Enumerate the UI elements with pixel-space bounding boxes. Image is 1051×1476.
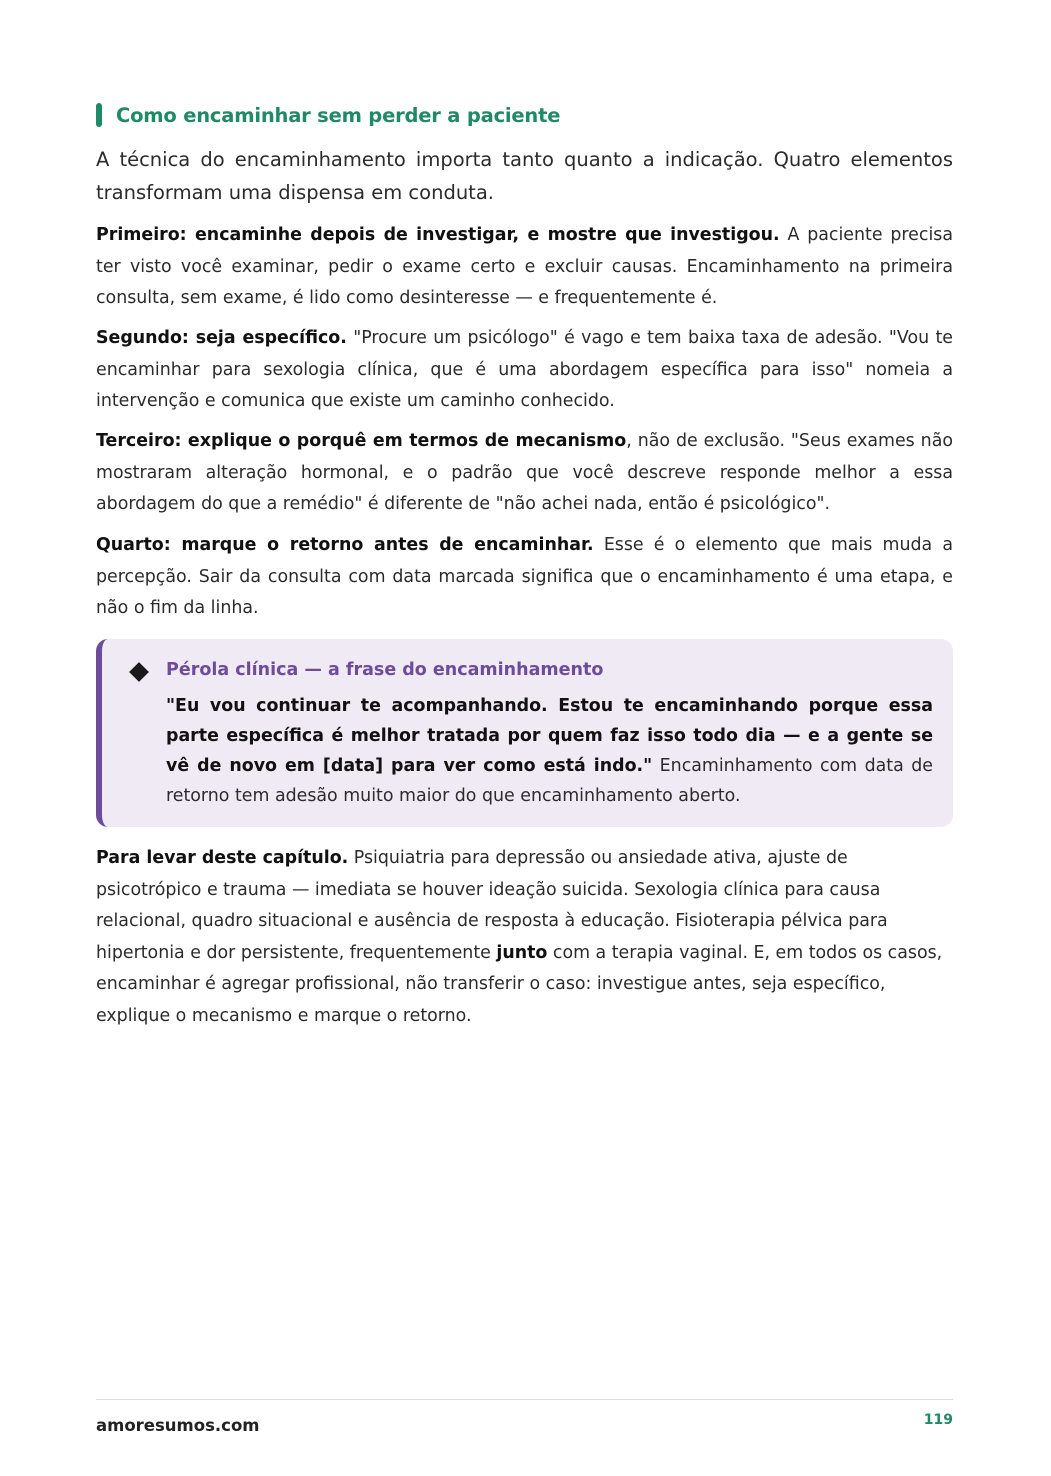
element-text-2: "Procure um psicólogo" é vago e tem baixa taxa de adesão. "Vou te encaminhar para sexologia clínica, que é uma abordagem específica para isso" nomeia a intervenção e comunica que existe um caminho conhecido. <box>96 328 953 411</box>
intro-paragraph: A técnica do encaminhamento importa tanto quanto a indicação. Quatro elementos transformam uma dispensa em conduta. <box>96 148 953 204</box>
chapter-summary <box>96 843 953 1032</box>
element-paragraph-4 <box>96 530 953 625</box>
page-number: 119 <box>923 1412 953 1428</box>
element-lead-2: Segundo: seja específico. <box>96 328 347 348</box>
footer-site-name: amoresumos.com <box>96 1416 260 1435</box>
callout-body <box>166 691 933 811</box>
summary-text-2: com a terapia vaginal. E, em todos os casos, encaminhar é agregar profissional, não transferir o caso: investigue antes, seja específico, explique o mecanismo e marque o retorno. <box>96 942 943 1026</box>
summary-lead: Para levar deste capítulo. <box>96 848 349 868</box>
footer-divider <box>96 1399 953 1400</box>
heading-accent-bar <box>96 103 102 127</box>
element-text-3: , não de exclusão. "Seus exames não mostraram alteração hormonal, e o padrão que você descreve responde melhor a essa abordagem do que a remédio" é diferente de "não achei nada, então é psicológico". <box>96 431 953 514</box>
section-heading-text: Como encaminhar sem perder a paciente <box>116 103 561 127</box>
summary-text-1: Psiquiatria para depressão ou ansiedade ativa, ajuste de psicotrópico e trauma — imediata se houver ideação suicida. Sexologia clínica para causa relacional, quadro situacional e ausência de resposta à educação. Fisioterapia pélvica para hipertonia e dor persistente, frequentemente <box>96 848 888 963</box>
clinical-pearl-callout <box>96 639 953 827</box>
element-lead-1: Primeiro: encaminhe depois de investigar, e mostre que investigou. <box>96 225 780 245</box>
element-text-4: Esse é o elemento que mais muda a percepção. Sair da consulta com data marcada significa que o encaminhamento é uma etapa, e não o fim da linha. <box>96 535 953 618</box>
section-heading <box>96 102 560 128</box>
element-text-1: A paciente precisa ter visto você examinar, pedir o exame certo e excluir causas. Encaminhamento na primeira consulta, sem exame, é lido como desinteresse — e frequentemente é. <box>96 225 953 308</box>
callout-quote: "Eu vou continuar te acompanhando. Estou te encaminhando porque essa parte específica é melhor tratada por quem faz isso todo dia — e a gente se vê de novo em [data] para ver como está indo." <box>166 696 933 776</box>
element-lead-4: Quarto: marque o retorno antes de encaminhar. <box>96 535 594 555</box>
callout-text: Encaminhamento com data de retorno tem adesão muito maior do que encaminhamento aberto. <box>166 756 933 806</box>
element-paragraph-3 <box>96 426 953 521</box>
element-paragraph-1 <box>96 220 953 315</box>
element-paragraph-2 <box>96 323 953 418</box>
summary-emphasis: junto <box>496 942 548 963</box>
element-lead-3: Terceiro: explique o porquê em termos de mecanismo <box>96 431 627 451</box>
callout-title: Pérola clínica — a frase do encaminhamento <box>166 660 604 680</box>
diamond-bullet-icon <box>129 662 149 682</box>
